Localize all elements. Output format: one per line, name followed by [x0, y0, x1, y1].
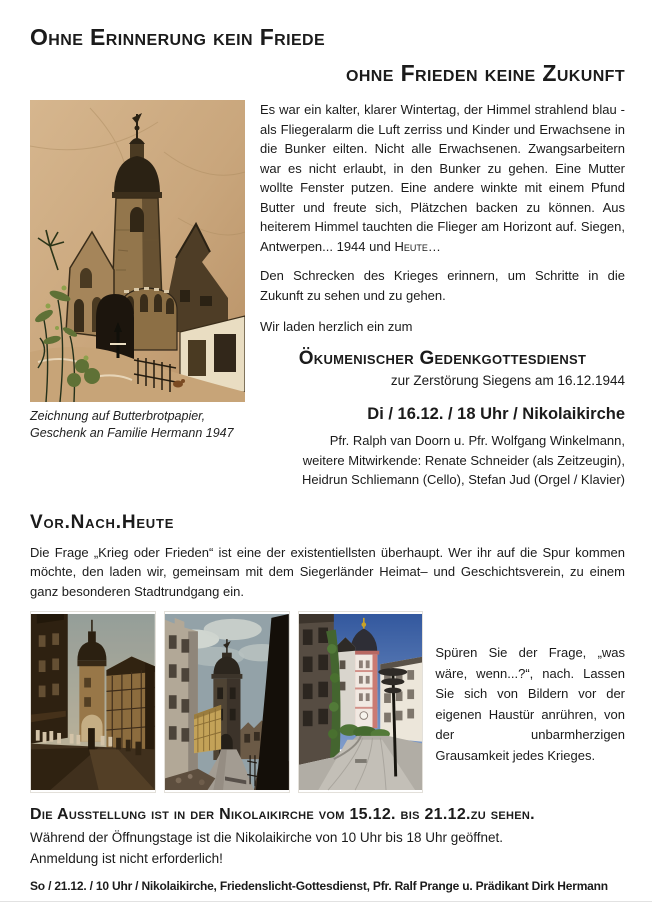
- service-subheading: zur Zerstörung Siegens am 16.12.1944: [390, 373, 625, 388]
- exhibition-registration: Anmeldung ist nicht erforderlich!: [30, 851, 223, 866]
- exhibition-hours: Während der Öffnungstage ist die Nikolaikirche von 10 Uhr bis 18 Uhr geöffnet.: [30, 830, 504, 845]
- intro-heute-word: Heute…: [394, 238, 441, 254]
- ruin-drawing-image: [30, 100, 245, 402]
- remembrance-paragraph: Den Schrecken des Krieges erinnern, um Schritte in die Zukunft zu sehen und zu gehen.: [260, 268, 625, 303]
- service-participants-line2: weitere Mitwirkende: Renate Schneider (als Zeitzeugin),: [302, 452, 625, 468]
- exhibition-heading: Die Ausstellung ist in der Nikolaikirche vom 15.12. bis 21.12.zu sehen.: [30, 806, 535, 823]
- intro-column: [260, 100, 625, 490]
- service-participants-line3: Heidrun Schliemann (Cello), Stefan Jud (Orgel / Klavier): [302, 472, 625, 487]
- service-heading: Ökumenischer Gedenkgottesdienst: [298, 347, 587, 369]
- top-section: [0, 87, 652, 490]
- page-title-line1: Ohne Erinnerung kein Friede: [30, 24, 326, 50]
- invitation-line: Wir laden herzlich ein zum: [260, 319, 413, 334]
- drawing-column: [30, 100, 245, 490]
- header: [0, 0, 652, 87]
- drawing-caption-line1: Zeichnung auf Butterbrotpapier,: [30, 409, 206, 423]
- service-participants-line1: Pfr. Ralph van Doorn u. Pfr. Wolfgang Winkelmann,: [329, 433, 625, 448]
- photo-ruins-1944: [164, 611, 290, 793]
- tour-side-text: Spüren Sie der Frage, „was wäre, wenn...?“, nach. Lassen Sie sich von Bildern vor der eigenen Haustür anrühren, von der unbarmherzigen Grausamkeit jedes Krieges.: [435, 645, 626, 763]
- exhibition-section: [0, 793, 652, 866]
- bottom-divider: [0, 901, 652, 902]
- drawing-caption-line2: Geschenk an Familie Hermann 1947: [30, 425, 234, 440]
- tour-paragraph: Die Frage „Krieg oder Frieden“ ist eine der existentiellsten überhaupt. Wer ihr auf die Spur kommen möchte, den laden wir, gemeinsam mit dem Siegerländer Heimat– und Geschichtsverein, zu einem ganz besonderen Stadtrundgang ein.: [30, 544, 625, 599]
- service-participants: [260, 431, 625, 490]
- photo-modern-street: [298, 611, 424, 793]
- photo-prewar-street: [30, 611, 156, 793]
- photo-row: [0, 601, 652, 793]
- intro-paragraph-text: Es war ein kalter, klarer Wintertag, der Himmel strahlend blau - als Fliegeralarm die Luft zerriss und Kinder und Erwachsene in die Bunker eilten. Nicht alle Erwachsenen. Zwangsarbeitern war es nicht erlaubt, in den Bunker zu gehen. Eine Mutter wollte Fenster putzen. Eine andere winkte mit einem Pfund Butter und freute sich, Plätzchen backen zu können. Aus heiterem Himmel tauchten die Flieger am Horizont auf. Siegen, Antwerpen... 1944 und: [260, 102, 625, 254]
- page-title-line2: ohne Frieden keine Zukunft: [345, 60, 625, 86]
- intro-paragraph: [260, 100, 625, 256]
- service-datetime: Di / 16.12. / 18 Uhr / Nikolaikirche: [367, 404, 625, 423]
- tour-heading: Vor.Nach.Heute: [30, 511, 175, 533]
- footer-service-line: So / 21.12. / 10 Uhr / Nikolaikirche, Friedenslicht-Gottesdienst, Pfr. Ralf Prange u. Prädikant Dirk Hermann: [30, 879, 608, 893]
- drawing-caption: [30, 408, 245, 441]
- tour-section: [0, 490, 652, 602]
